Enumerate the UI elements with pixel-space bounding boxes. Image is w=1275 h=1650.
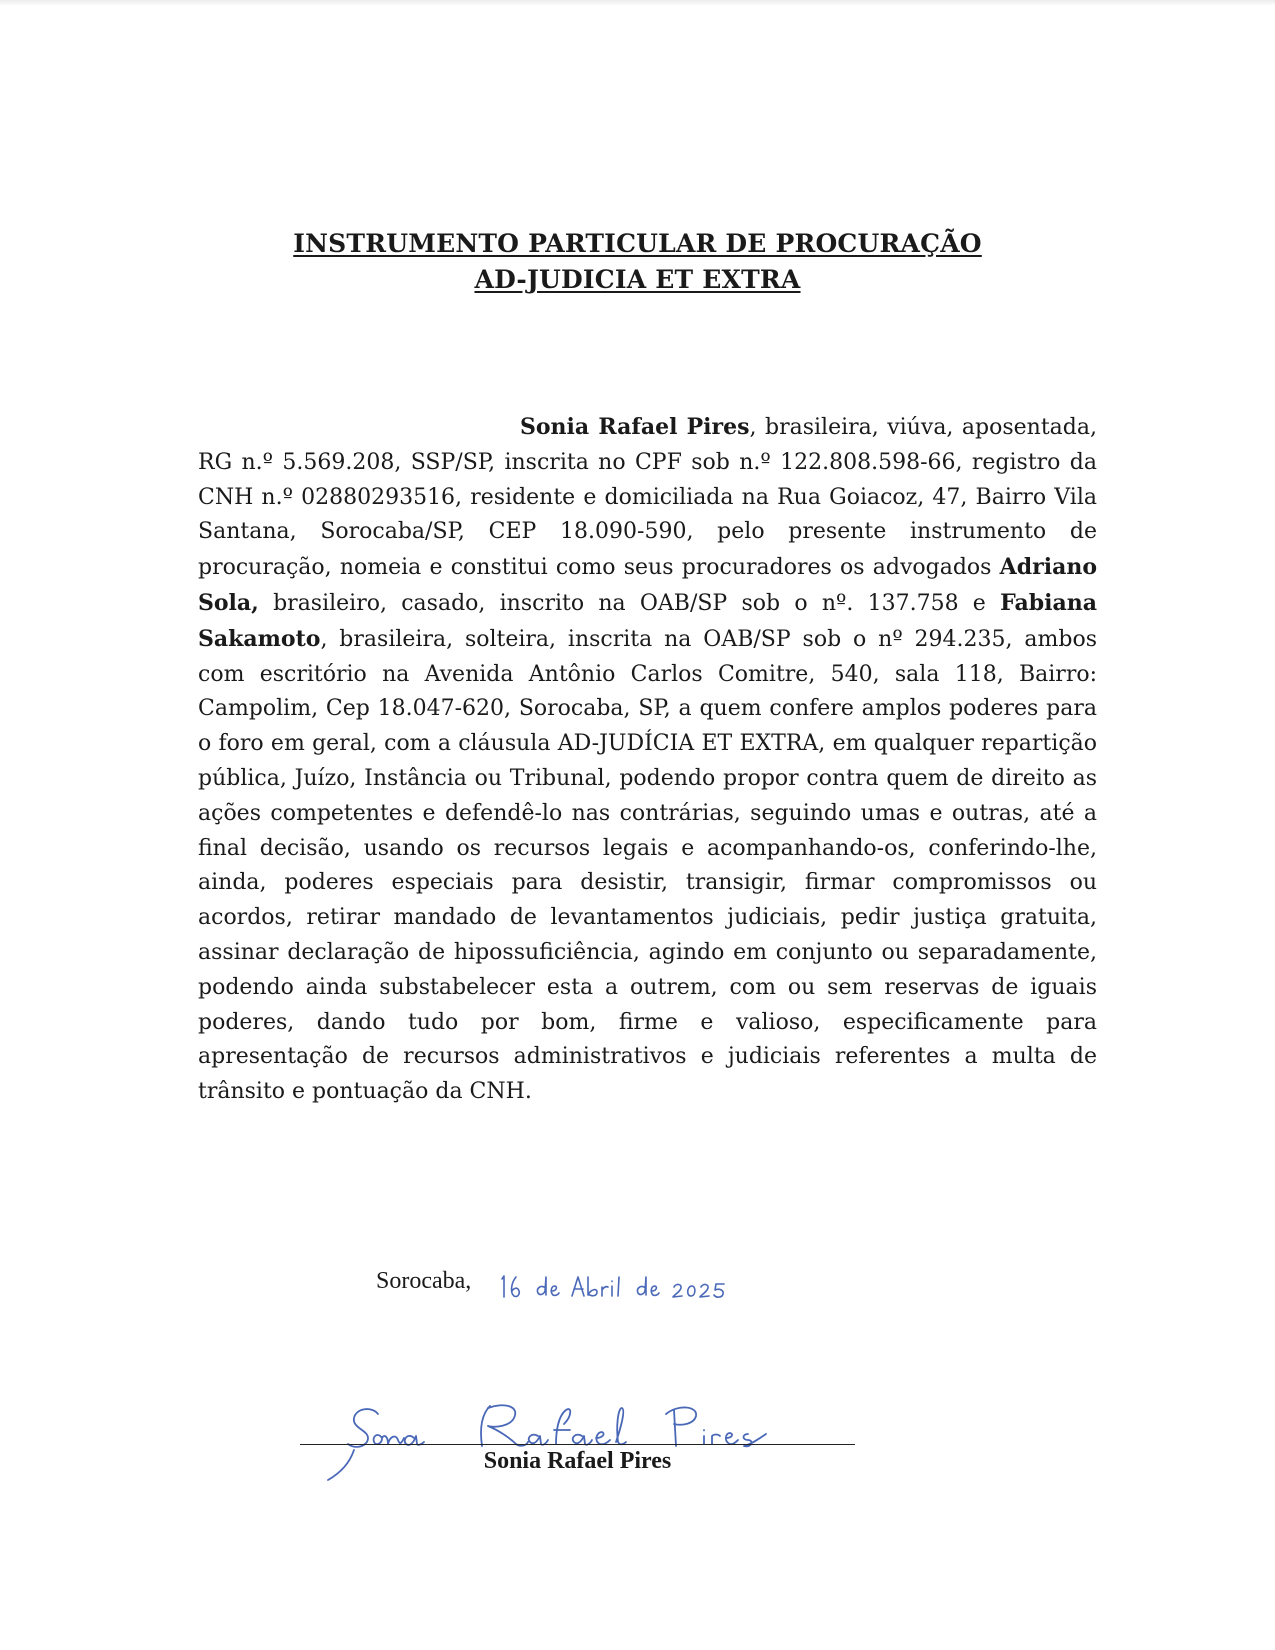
title-line-2: AD-JUDICIA ET EXTRA	[474, 265, 801, 294]
document-title	[0, 226, 1275, 298]
attorney-2-name: Fabiana Sakamoto	[198, 589, 1097, 652]
signature-line	[300, 1444, 855, 1445]
grantor-name: Sonia Rafael Pires	[520, 414, 750, 440]
title-line-1: INSTRUMENTO PARTICULAR DE PROCURAÇÃO	[293, 229, 982, 258]
body-part-3: , brasileira, solteira, inscrita na OAB/SP sob o nº 294.235, ambos com escritório na Avenida Antônio Carlos Comitre, 540, sala 118, Bairro: Campolim, Cep 18.047-620, Sorocaba, SP, a quem confere amplos poderes para o foro em geral, com a cláusula AD-JUDÍCIA ET EXTRA, em qualquer repartição pública, Juízo, Instância ou Tribunal, podendo propor contra quem de direito as ações competentes e defendê-lo nas contrárias, seguindo umas e outras, até a final decisão, usando os recursos legais e acompanhando-os, conferindo-lhe, ainda, poderes especiais para desistir, transigir, firmar compromissos ou acordos, retirar mandado de levantamentos judiciais, pedir justiça gratuita, assinar declaração de hipossuficiência, agindo em conjunto ou separadamente, podendo ainda substabelecer esta a outrem, com ou sem reservas de iguais poderes, dando tudo por bom, firme e valioso, especificamente para apresentação de recursos administrativos e judiciais referentes a multa de trânsito e pontuação da CNH.	[198, 626, 1097, 1105]
attorney-1-name: Adriano Sola,	[198, 554, 1097, 616]
place-label: Sorocaba,	[376, 1268, 472, 1294]
body-part-1: , brasileira, viúva, aposentada, RG n.º 5.569.208, SSP/SP, inscrita no CPF sob n.º 122.808.598-66, registro da CNH n.º 02880293516, residente e domiciliada na Rua Goiacoz, 47, Bairro Vila Santana, Sorocaba/SP, CEP 18.090-590, pelo presente instrumento de procuração, nomeia e constitui como seus procuradores os advogados	[198, 415, 1097, 581]
body-part-2: brasileiro, casado, inscrito na OAB/SP sob o nº. 137.758 e	[258, 590, 1001, 616]
signer-name: Sonia Rafael Pires	[483, 1448, 672, 1474]
handwritten-date	[498, 1265, 768, 1305]
scan-edge	[0, 0, 1275, 6]
body-paragraph	[198, 410, 1097, 1110]
